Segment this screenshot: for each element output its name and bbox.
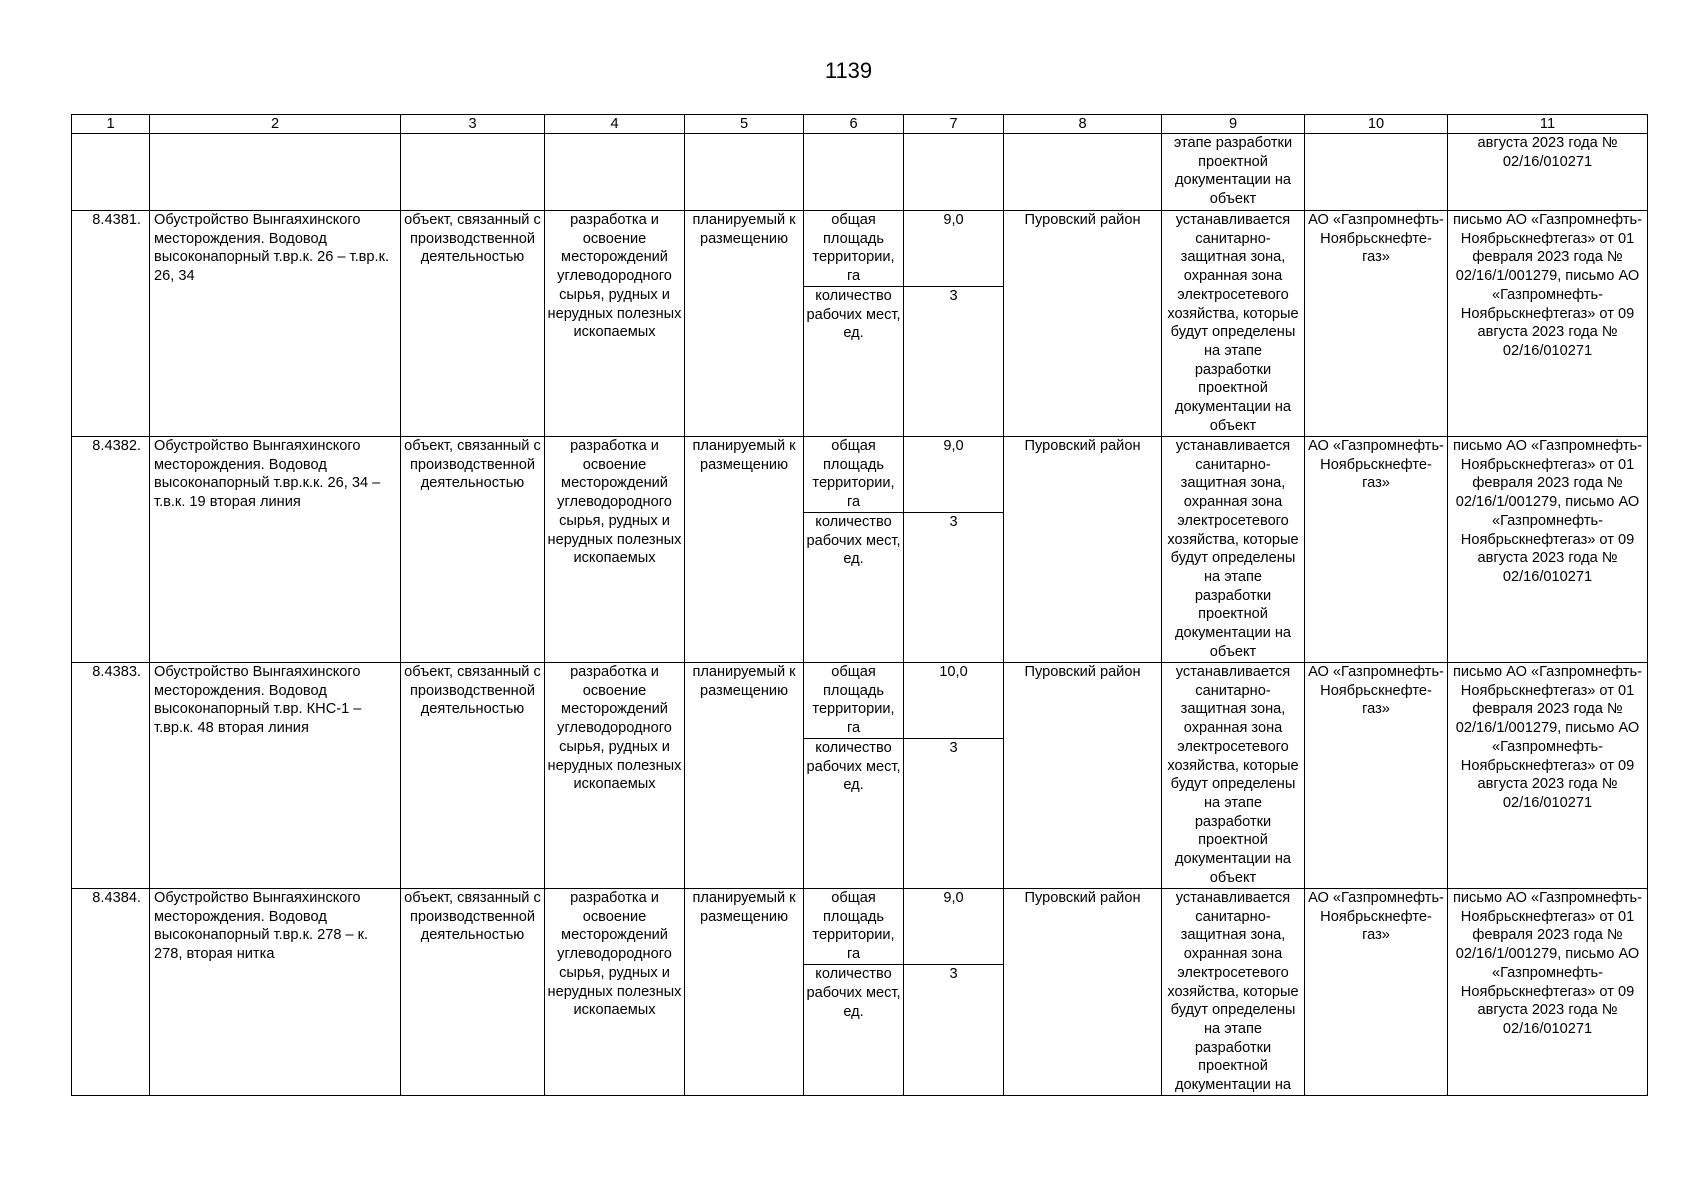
object-status: планируемый к размещению: [685, 211, 804, 437]
cell: [401, 134, 545, 211]
header-cell: 4: [545, 115, 685, 134]
object-purpose: разработка и освоение месторождений углеводородного сырья, рудных и нерудных полезных ископаемых: [545, 663, 685, 889]
header-cell: 7: [904, 115, 1004, 134]
initiator: АО «Газпромнефть-Ноябрьскнефте-газ»: [1305, 437, 1448, 663]
cell: [545, 134, 685, 211]
param-area-value: 9,0: [904, 211, 1004, 287]
zone-text: устанавливается санитарно-защитная зона, охранная зона электросетевого хозяйства, которые будут определены на этапе разработки проектной документации на объект: [1162, 663, 1305, 889]
object-status: планируемый к размещению: [685, 663, 804, 889]
param-jobs-value: 3: [904, 965, 1004, 1095]
table-row: [72, 889, 1648, 965]
object-name: Обустройство Вынгаяхинского месторождения. Водовод высоконапорный т.вр.к.к. 26, 34 – т.в.к. 19 вторая линия: [150, 437, 401, 663]
object-status: планируемый к размещению: [685, 889, 804, 1096]
basis-text: письмо АО «Газпромнефть-Ноябрьскнефтегаз» от 01 февраля 2023 года № 02/16/1/001279, письмо АО «Газпромнефть-Ноябрьскнефтегаз» от 09 августа 2023 года № 02/16/010271: [1448, 211, 1648, 437]
row-number: 8.4382.: [72, 437, 150, 663]
basis-text: письмо АО «Газпромнефть-Ноябрьскнефтегаз» от 01 февраля 2023 года № 02/16/1/001279, письмо АО «Газпромнефть-Ноябрьскнефтегаз» от 09 августа 2023 года № 02/16/010271: [1448, 889, 1648, 1096]
basis-text: августа 2023 года № 02/16/010271: [1448, 134, 1648, 211]
object-type: объект, связанный с производственной деятельностью: [401, 211, 545, 437]
location: Пуровский район: [1004, 437, 1162, 663]
basis-text: письмо АО «Газпромнефть-Ноябрьскнефтегаз» от 01 февраля 2023 года № 02/16/1/001279, письмо АО «Газпромнефть-Ноябрьскнефтегаз» от 09 августа 2023 года № 02/16/010271: [1448, 437, 1648, 663]
row-number: 8.4383.: [72, 663, 150, 889]
param-jobs-value: 3: [904, 287, 1004, 437]
header-cell: 8: [1004, 115, 1162, 134]
header-cell: 3: [401, 115, 545, 134]
cell: [1004, 134, 1162, 211]
header-cell: 10: [1305, 115, 1448, 134]
param-jobs-label: количество рабочих мест, ед.: [804, 965, 904, 1095]
header-row: [72, 115, 1648, 134]
cell: [904, 134, 1004, 211]
row-number: 8.4384.: [72, 889, 150, 1096]
param-area-value: 9,0: [904, 889, 1004, 965]
location: Пуровский район: [1004, 211, 1162, 437]
param-area-label: общая площадь территории, га: [804, 211, 904, 287]
location: Пуровский район: [1004, 889, 1162, 1096]
table-row: [72, 663, 1648, 739]
object-name: Обустройство Вынгаяхинского месторождения. Водовод высоконапорный т.вр. КНС-1 – т.вр.к. 48 вторая линия: [150, 663, 401, 889]
param-area-label: общая площадь территории, га: [804, 437, 904, 513]
zone-text: устанавливается санитарно-защитная зона, охранная зона электросетевого хозяйства, которые будут определены на этапе разработки проектной документации на объект: [1162, 437, 1305, 663]
continuation-row: [72, 134, 1648, 211]
param-area-value: 10,0: [904, 663, 1004, 739]
param-area-value: 9,0: [904, 437, 1004, 513]
initiator: АО «Газпромнефть-Ноябрьскнефте-газ»: [1305, 211, 1448, 437]
object-type: объект, связанный с производственной деятельностью: [401, 437, 545, 663]
cell: [72, 134, 150, 211]
object-purpose: разработка и освоение месторождений углеводородного сырья, рудных и нерудных полезных ископаемых: [545, 437, 685, 663]
table-row: [72, 437, 1648, 513]
header-cell: 2: [150, 115, 401, 134]
initiator: АО «Газпромнефть-Ноябрьскнефте-газ»: [1305, 663, 1448, 889]
object-purpose: разработка и освоение месторождений углеводородного сырья, рудных и нерудных полезных ископаемых: [545, 889, 685, 1096]
initiator: АО «Газпромнефть-Ноябрьскнефте-газ»: [1305, 889, 1448, 1096]
page-number: 1139: [824, 58, 873, 83]
param-jobs-label: количество рабочих мест, ед.: [804, 287, 904, 437]
register-table: [71, 114, 1648, 1096]
object-purpose: разработка и освоение месторождений углеводородного сырья, рудных и нерудных полезных ископаемых: [545, 211, 685, 437]
zone-text: устанавливается санитарно-защитная зона, охранная зона электросетевого хозяйства, которые будут определены на этапе разработки проектной документации на объект: [1162, 211, 1305, 437]
object-name: Обустройство Вынгаяхинского месторождения. Водовод высоконапорный т.вр.к. 278 – к. 278, вторая нитка: [150, 889, 401, 1096]
object-type: объект, связанный с производственной деятельностью: [401, 663, 545, 889]
header-cell: 9: [1162, 115, 1305, 134]
table-row: [72, 211, 1648, 287]
object-type: объект, связанный с производственной деятельностью: [401, 889, 545, 1096]
cell: [150, 134, 401, 211]
header-cell: 1: [72, 115, 150, 134]
param-area-label: общая площадь территории, га: [804, 663, 904, 739]
basis-text: письмо АО «Газпромнефть-Ноябрьскнефтегаз» от 01 февраля 2023 года № 02/16/1/001279, письмо АО «Газпромнефть-Ноябрьскнефтегаз» от 09 августа 2023 года № 02/16/010271: [1448, 663, 1648, 889]
header-cell: 6: [804, 115, 904, 134]
zone-text: этапе разработки проектной документации на объект: [1162, 134, 1305, 211]
row-number: 8.4381.: [72, 211, 150, 437]
object-name: Обустройство Вынгаяхинского месторождения. Водовод высоконапорный т.вр.к. 26 – т.вр.к. 26, 34: [150, 211, 401, 437]
header-cell: 5: [685, 115, 804, 134]
param-jobs-label: количество рабочих мест, ед.: [804, 513, 904, 663]
location: Пуровский район: [1004, 663, 1162, 889]
zone-text: устанавливается санитарно-защитная зона, охранная зона электросетевого хозяйства, которые будут определены на этапе разработки проектной документации на: [1162, 889, 1305, 1096]
object-status: планируемый к размещению: [685, 437, 804, 663]
header-cell: 11: [1448, 115, 1648, 134]
param-jobs-value: 3: [904, 513, 1004, 663]
param-area-label: общая площадь территории, га: [804, 889, 904, 965]
cell: [804, 134, 904, 211]
param-jobs-value: 3: [904, 739, 1004, 889]
param-jobs-label: количество рабочих мест, ед.: [804, 739, 904, 889]
cell: [1305, 134, 1448, 211]
cell: [685, 134, 804, 211]
